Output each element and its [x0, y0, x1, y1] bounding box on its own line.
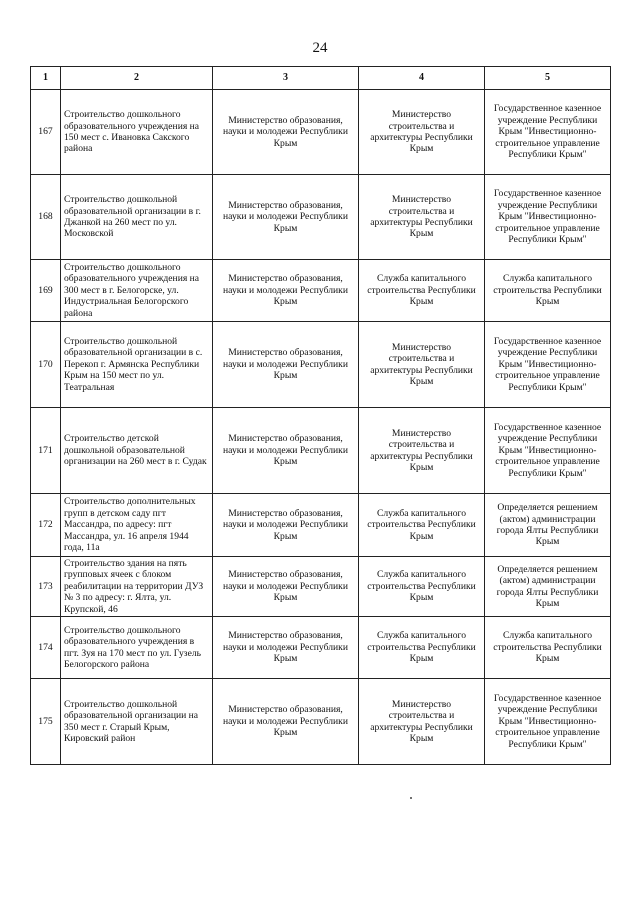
developer: Служба капитального строительства Республики Крым [359, 617, 485, 679]
page-number: 24 [312, 40, 328, 56]
developer: Служба капитального строительства Республики Крым [359, 557, 485, 617]
table-row [31, 322, 611, 408]
table-row [31, 90, 611, 175]
object-name: Строительство дошкольного образовательного учреждения на 150 мест с. Ивановка Сакского района [61, 90, 213, 175]
table-row [31, 175, 611, 260]
row-number: 171 [31, 408, 61, 494]
executor: Определяется решением (актом) администрации города Ялты Республики Крым [485, 557, 611, 617]
table-row [31, 494, 611, 557]
row-number: 174 [31, 617, 61, 679]
executor: Государственное казенное учреждение Республики Крым "Инвестиционно-строительное управление Республики Крым" [485, 175, 611, 260]
customer: Министерство образования, науки и молодежи Республики Крым [213, 90, 359, 175]
customer: Министерство образования, науки и молодежи Республики Крым [213, 260, 359, 322]
row-number: 170 [31, 322, 61, 408]
customer: Министерство образования, науки и молодежи Республики Крым [213, 175, 359, 260]
customer: Министерство образования, науки и молодежи Республики Крым [213, 322, 359, 408]
executor: Государственное казенное учреждение Республики Крым "Инвестиционно-строительное управление Республики Крым" [485, 322, 611, 408]
objects-table [30, 66, 611, 765]
executor: Государственное казенное учреждение Республики Крым "Инвестиционно-строительное управление Республики Крым" [485, 90, 611, 175]
row-number: 172 [31, 494, 61, 557]
customer: Министерство образования, науки и молодежи Республики Крым [213, 557, 359, 617]
scan-speck [410, 797, 412, 799]
row-number: 168 [31, 175, 61, 260]
object-name: Строительство дошкольного образовательного учреждения в пгт. Зуя на 170 мест по ул. Гузель Белогорского района [61, 617, 213, 679]
executor: Определяется решением (актом) администрации города Ялты Республики Крым [485, 494, 611, 557]
table-row [31, 260, 611, 322]
object-name: Строительство дошкольной образовательной организации в г. Джанкой на 260 мест по ул. Московской [61, 175, 213, 260]
table-row [31, 617, 611, 679]
customer: Министерство образования, науки и молодежи Республики Крым [213, 617, 359, 679]
column-header-4: 4 [359, 67, 485, 90]
customer: Министерство образования, науки и молодежи Республики Крым [213, 679, 359, 765]
row-number: 173 [31, 557, 61, 617]
executor: Служба капитального строительства Республики Крым [485, 617, 611, 679]
table-row [31, 557, 611, 617]
developer: Министерство строительства и архитектуры Республики Крым [359, 90, 485, 175]
developer: Служба капитального строительства Республики Крым [359, 494, 485, 557]
object-name: Строительство здания на пять групповых ячеек с блоком реабилитации на территории ДУЗ № 3 по адресу: г. Ялта, ул. Крупской, 46 [61, 557, 213, 617]
executor: Государственное казенное учреждение Республики Крым "Инвестиционно-строительное управление Республики Крым" [485, 679, 611, 765]
object-name: Строительство детской дошкольной образовательной организации на 260 мест в г. Судак [61, 408, 213, 494]
developer: Министерство строительства и архитектуры Республики Крым [359, 322, 485, 408]
executor: Государственное казенное учреждение Республики Крым "Инвестиционно-строительное управление Республики Крым" [485, 408, 611, 494]
column-header-2: 2 [61, 67, 213, 90]
executor: Служба капитального строительства Республики Крым [485, 260, 611, 322]
table-row [31, 408, 611, 494]
developer: Министерство строительства и архитектуры Республики Крым [359, 175, 485, 260]
column-header-5: 5 [485, 67, 611, 90]
row-number: 169 [31, 260, 61, 322]
column-header-1: 1 [31, 67, 61, 90]
object-name: Строительство дошкольной образовательной организации в с. Перекоп г. Армянска Республики Крым на 150 мест по ул. Театральная [61, 322, 213, 408]
object-name: Строительство дополнительных групп в детском саду пгт Массандра, по адресу: пгт Массандра, ул. 16 апреля 1944 года, 11а [61, 494, 213, 557]
developer: Министерство строительства и архитектуры Республики Крым [359, 679, 485, 765]
object-name: Строительство дошкольной образовательной организации на 350 мест г. Старый Крым, Кировский район [61, 679, 213, 765]
customer: Министерство образования, науки и молодежи Республики Крым [213, 494, 359, 557]
customer: Министерство образования, науки и молодежи Республики Крым [213, 408, 359, 494]
table-row [31, 679, 611, 765]
row-number: 167 [31, 90, 61, 175]
row-number: 175 [31, 679, 61, 765]
column-header-3: 3 [213, 67, 359, 90]
header-row [31, 67, 611, 90]
developer: Министерство строительства и архитектуры Республики Крым [359, 408, 485, 494]
object-name: Строительство дошкольного образовательного учреждения на 300 мест в г. Белогорске, ул. Индустриальная Белогорского района [61, 260, 213, 322]
developer: Служба капитального строительства Республики Крым [359, 260, 485, 322]
